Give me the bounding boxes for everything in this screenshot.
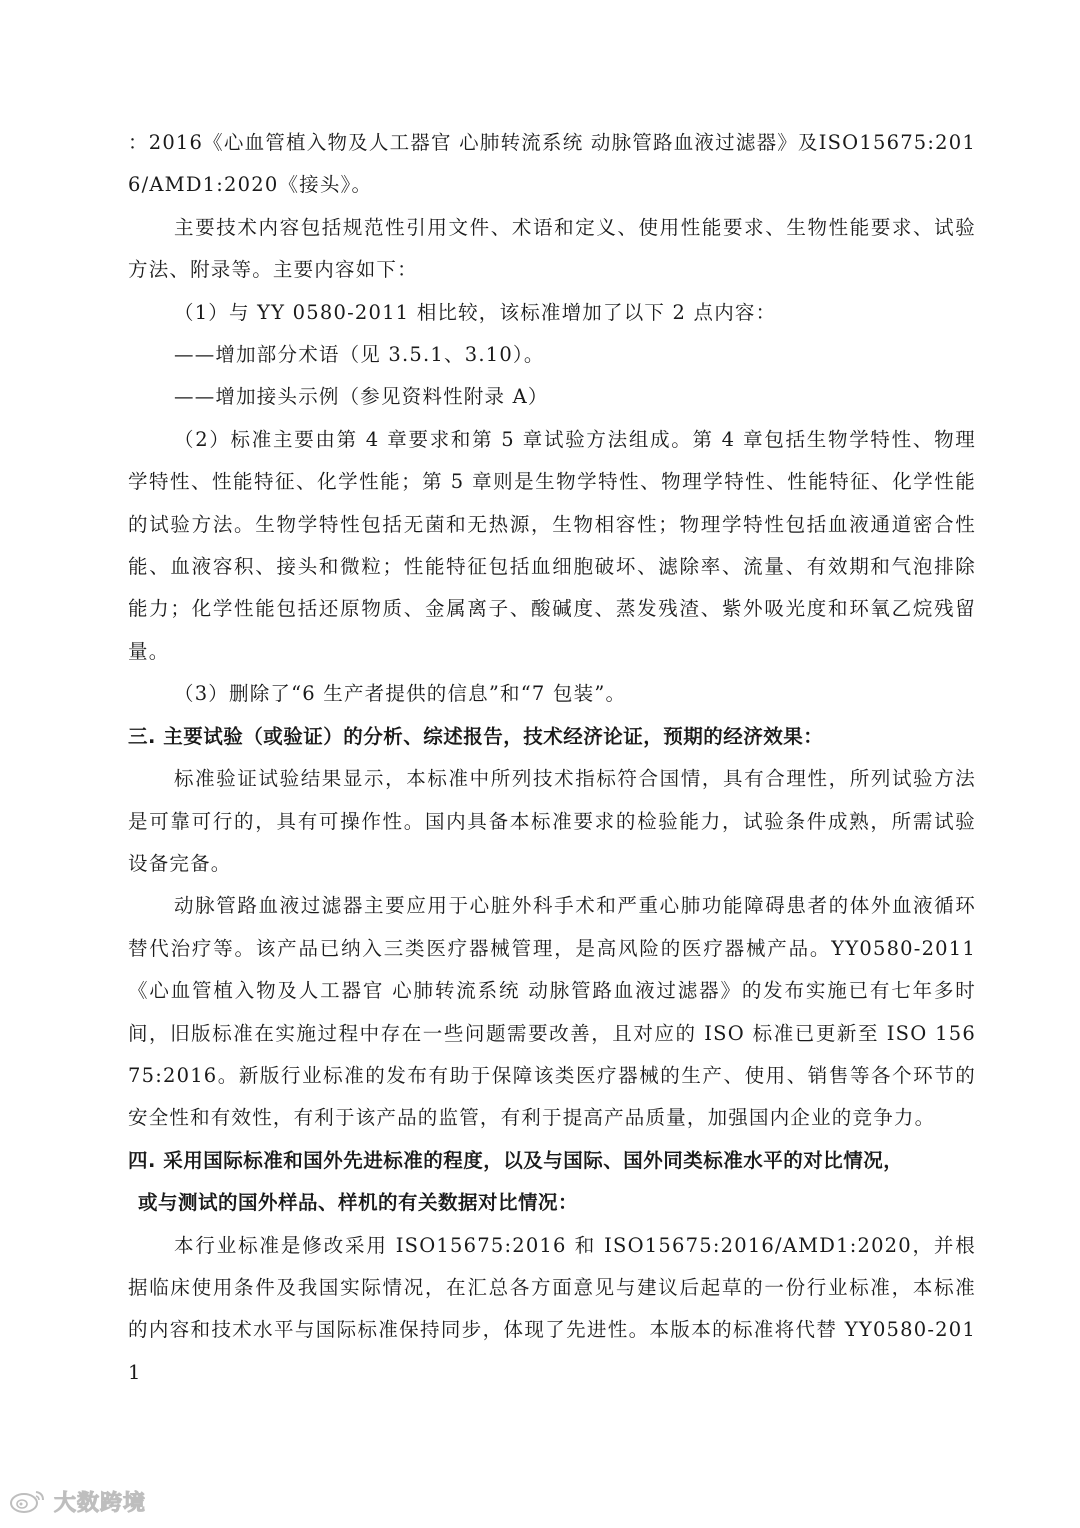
watermark (8, 1484, 146, 1518)
paragraph-product-background: 动脉管路血液过滤器主要应用于心脏外科手术和严重心肺功能障碍患者的体外血液循环替代治疗等。该产品已纳入三类医疗器械管理，是高风险的医疗器械产品。YY0580-2011《心血管植入物及人工器官 心肺转流系统 动脉管路血液过滤器》的发布实施已有七年多时间，旧版标准在实施过程中存在一些问题需要改善，且对应的 ISO 标准已更新至 ISO 15675:2016。新版行业标准的发布有助于保障该类医疗器械的生产、使用、销售等各个环节的安全性和有效性，有利于该产品的监管，有利于提高产品质量，加强国内企业的竞争力。 (128, 894, 976, 1130)
dash-item-terms: ——增加部分术语（见 3.5.1、3.10）。 (174, 343, 545, 367)
section-heading-3: 三. 主要试验（或验证）的分析、综述报告，技术经济论证，预期的经济效果： (128, 724, 824, 748)
weibo-logo-icon (8, 1488, 48, 1514)
section-heading-4-line1: 四. 采用国际标准和国外先进标准的程度，以及与国际、国外同类标准水平的对比情况， (128, 1148, 904, 1172)
paragraph-standard-references: ：2016《心血管植入物及人工器官 心肺转流系统 动脉管路血液过滤器》及ISO15675:2016/AMD1:2020《接头》。 (128, 131, 976, 197)
section-heading-4-line2: 或与测试的国外样品、样机的有关数据对比情况： (138, 1191, 579, 1215)
watermark-text: 大数跨境 (54, 1490, 147, 1516)
paragraph-adoption: 本行业标准是修改采用 ISO15675:2016 和 ISO15675:2016/AMD1:2020，并根据临床使用条件及我国实际情况，在汇总各方面意见与建议后起草的一份行业标准，本标准的内容和技术水平与国际标准保持同步，体现了先进性。本版本的标准将代替 YY0580-2011 (128, 1233, 976, 1384)
paragraph-main-content-intro: 主要技术内容包括规范性引用文件、术语和定义、使用性能要求、生物性能要求、试验方法、附录等。主要内容如下： (128, 215, 976, 282)
list-item-1: （1）与 YY 0580-2011 相比较，该标准增加了以下 2 点内容： (174, 300, 777, 324)
list-item-3: （3）删除了“6 生产者提供的信息”和“7 包装”。 (174, 682, 627, 706)
paragraph-verification-results: 标准验证试验结果显示，本标准中所列技术指标符合国情，具有合理性，所列试验方法是可靠可行的，具有可操作性。国内具备本标准要求的检验能力，试验条件成熟，所需试验设备完备。 (128, 767, 976, 875)
dash-item-connector-example: ——增加接头示例（参见资料性附录 A） (174, 385, 549, 409)
list-item-2: （2）标准主要由第 4 章要求和第 5 章试验方法组成。第 4 章包括生物学特性、物理学特性、性能特征、化学性能；第 5 章则是生物学特性、物理学特性、性能特征、化学性能的试验方法。生物学特性包括无菌和无热源，生物相容性；物理学特性包括血液通道密合性能、血液容积、接头和微粒；性能特征包括血细胞破坏、滤除率、流量、有效期和气泡排除能力；化学性能包括还原物质、金属离子、酸碱度、蒸发残渣、紫外吸光度和环氧乙烷残留量。 (128, 427, 976, 663)
document-body (128, 122, 976, 1394)
